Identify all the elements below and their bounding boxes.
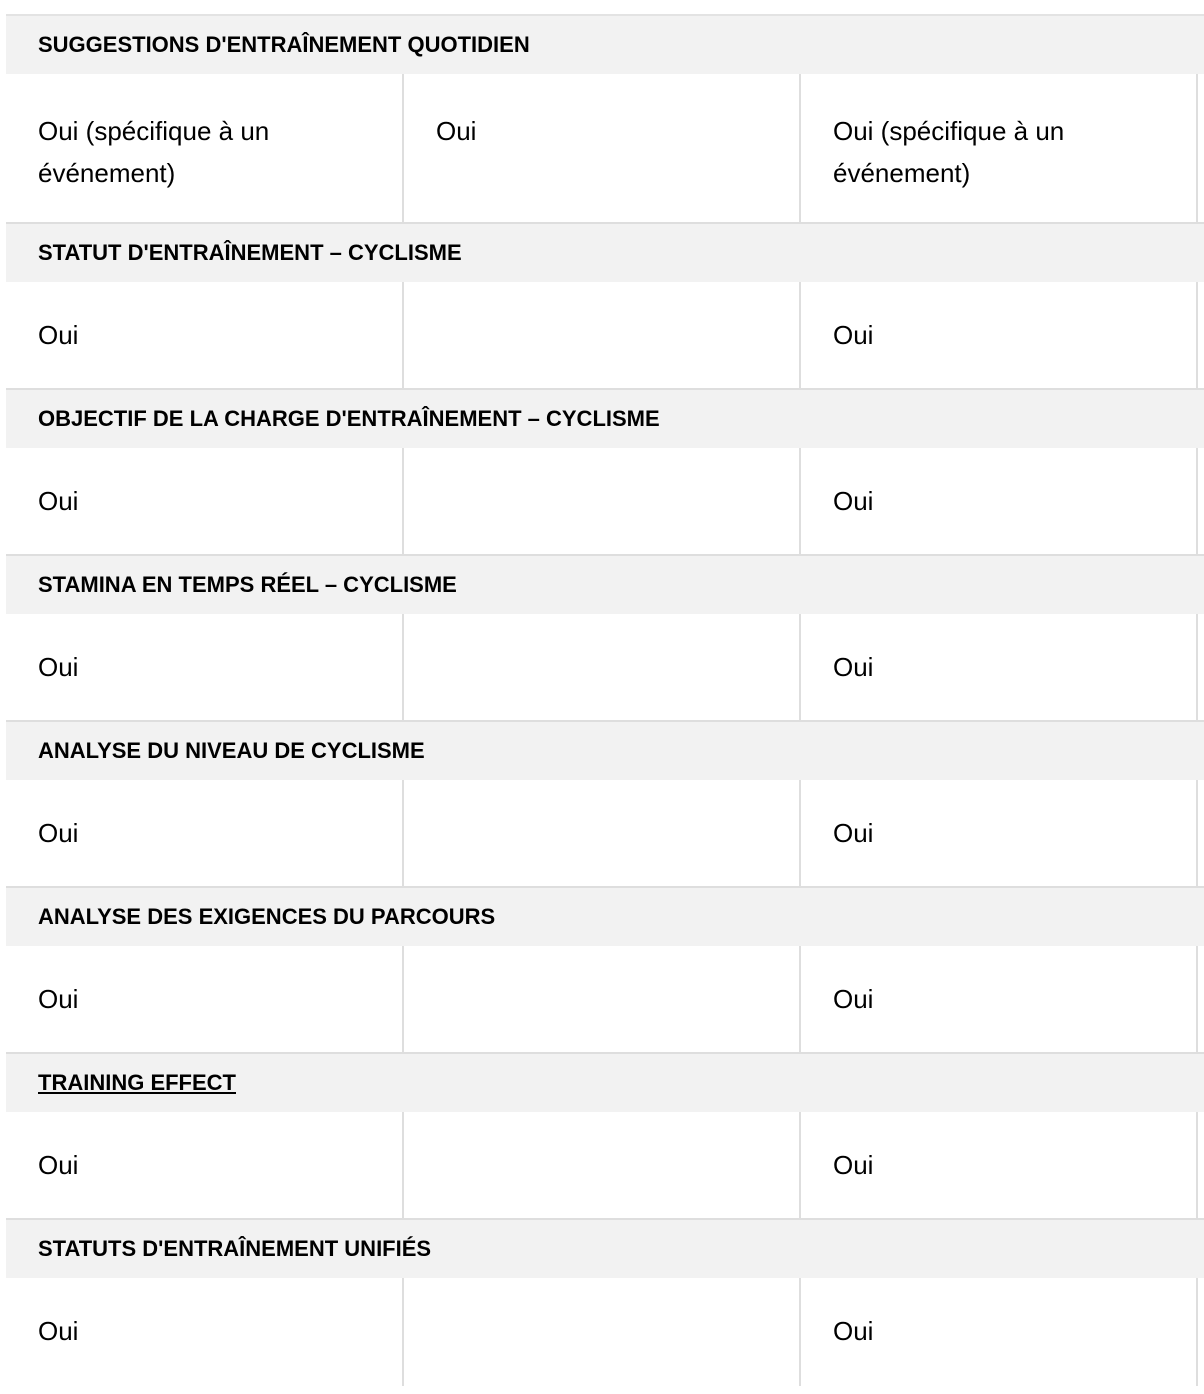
table-row: [6, 780, 1204, 888]
table-row: [6, 448, 1204, 556]
section-title: STATUT D'ENTRAÎNEMENT – CYCLISME: [38, 240, 462, 265]
comparison-table: [6, 14, 1204, 1386]
table-cell: Oui: [801, 282, 1198, 388]
training-effect-link[interactable]: TRAINING EFFECT: [38, 1070, 236, 1095]
table-cell-overflow: [1198, 614, 1204, 720]
table-cell: Oui (spécifique à un événement): [6, 74, 404, 222]
table-cell-overflow: [1198, 946, 1204, 1052]
table-cell: Oui: [6, 614, 404, 720]
table-cell: [404, 614, 801, 720]
section-title: OBJECTIF DE LA CHARGE D'ENTRAÎNEMENT – CYCLISME: [38, 406, 660, 431]
table-cell: Oui: [801, 1278, 1198, 1386]
table-row: [6, 614, 1204, 722]
table-cell-overflow: [1198, 1278, 1204, 1386]
table-cell: Oui: [801, 448, 1198, 554]
table-cell: [404, 282, 801, 388]
table-cell: Oui: [6, 780, 404, 886]
section-header-unified-training-status: [6, 1220, 1204, 1278]
table-cell: Oui: [801, 780, 1198, 886]
section-title: STATUTS D'ENTRAÎNEMENT UNIFIÉS: [38, 1236, 432, 1261]
section-header-training-status-cycling: [6, 224, 1204, 282]
table-cell: [404, 946, 801, 1052]
table-cell: Oui: [801, 614, 1198, 720]
table-cell: [404, 1278, 801, 1386]
section-title: ANALYSE DES EXIGENCES DU PARCOURS: [38, 904, 496, 929]
section-title: ANALYSE DU NIVEAU DE CYCLISME: [38, 738, 425, 763]
table-cell: Oui: [6, 1278, 404, 1386]
table-cell: [404, 780, 801, 886]
table-cell-overflow: [1198, 74, 1204, 222]
table-row: [6, 1112, 1204, 1220]
table-row: [6, 74, 1204, 224]
section-title: SUGGESTIONS D'ENTRAÎNEMENT QUOTIDIEN: [38, 32, 530, 57]
table-row: [6, 946, 1204, 1054]
section-header-realtime-stamina-cycling: [6, 556, 1204, 614]
table-cell: Oui: [6, 1112, 404, 1218]
table-cell-overflow: [1198, 448, 1204, 554]
table-cell: Oui: [6, 448, 404, 554]
table-cell: [404, 448, 801, 554]
table-cell: Oui: [6, 946, 404, 1052]
table-cell-overflow: [1198, 1112, 1204, 1218]
section-header-cycling-ability: [6, 722, 1204, 780]
table-row: [6, 1278, 1204, 1386]
table-cell: Oui: [404, 74, 801, 222]
section-header-training-load-focus-cycling: [6, 390, 1204, 448]
table-cell: Oui: [801, 1112, 1198, 1218]
table-cell-overflow: [1198, 780, 1204, 886]
table-cell: Oui: [801, 946, 1198, 1052]
table-row: [6, 282, 1204, 390]
section-header-course-demands: [6, 888, 1204, 946]
section-title: STAMINA EN TEMPS RÉEL – CYCLISME: [38, 572, 457, 597]
table-cell-overflow: [1198, 282, 1204, 388]
table-cell: Oui: [6, 282, 404, 388]
table-cell: [404, 1112, 801, 1218]
section-header-training-effect: [6, 1054, 1204, 1112]
table-cell: Oui (spécifique à un événement): [801, 74, 1198, 222]
section-header-daily-suggestions: [6, 16, 1204, 74]
